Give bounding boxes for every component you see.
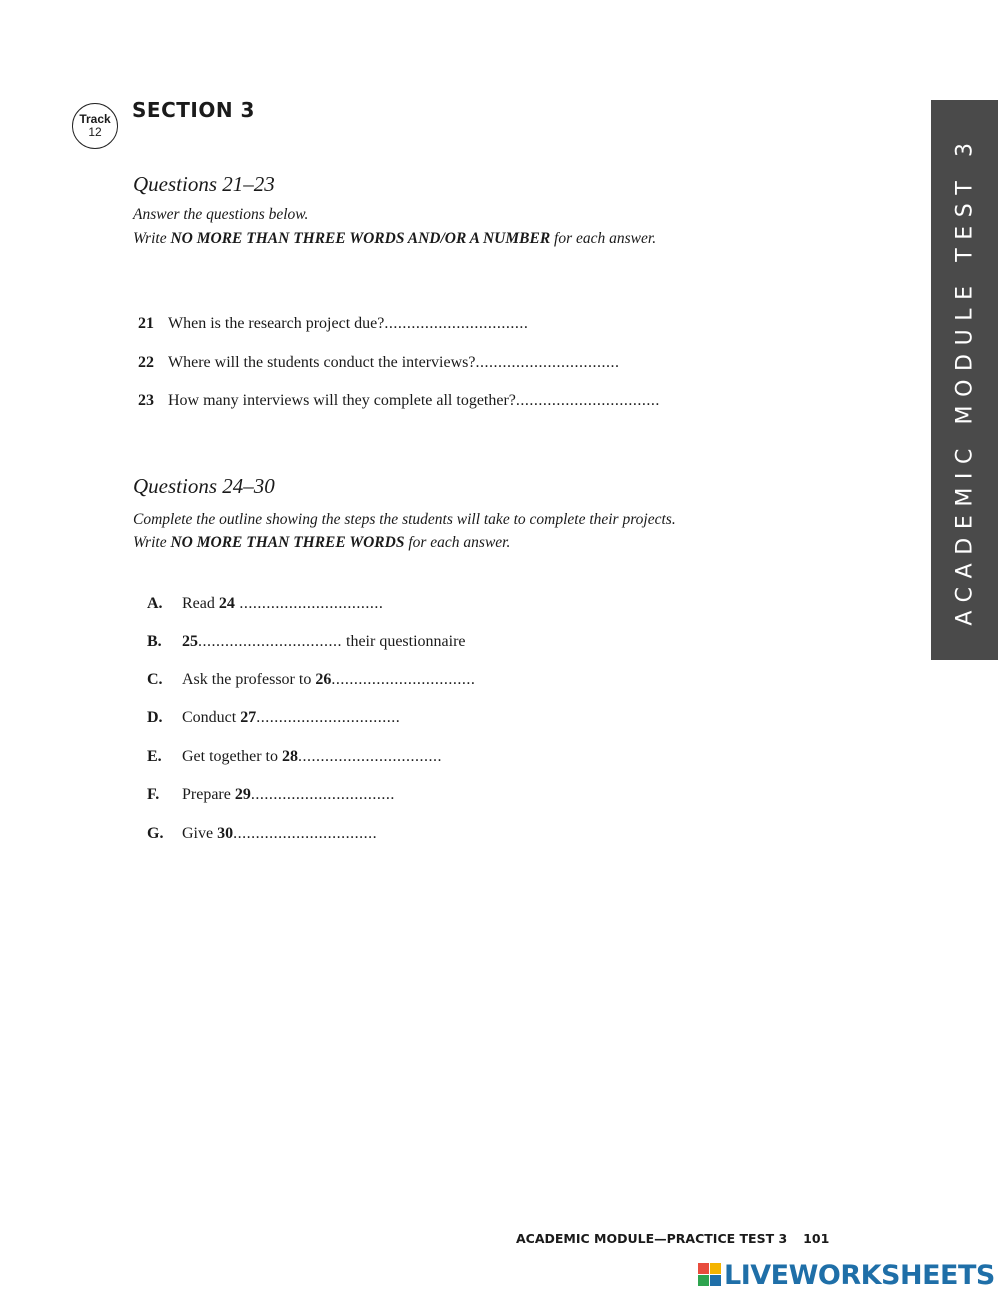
outline-letter: F. xyxy=(147,786,160,803)
question-number: 22 xyxy=(138,354,154,371)
question-number: 25 xyxy=(182,633,198,650)
question-number: 26 xyxy=(315,671,332,688)
answer-blank-26[interactable]: ................................ xyxy=(331,671,476,688)
answer-blank-22[interactable]: ................................ xyxy=(475,354,620,371)
question-number: 27 xyxy=(240,709,257,726)
outline-text-after: their questionnaire xyxy=(342,633,466,650)
question-23 xyxy=(138,392,660,410)
running-title: ACADEMIC MODULE—PRACTICE TEST 3 xyxy=(516,1231,788,1246)
section-title: SECTION 3 xyxy=(132,98,255,122)
outline-letter: B. xyxy=(147,633,162,650)
question-number: 29 xyxy=(234,786,251,803)
answer-blank-28[interactable]: ................................ xyxy=(297,748,442,765)
question-number: 23 xyxy=(138,392,154,409)
outline-item-e: E. Get together to 28................................ xyxy=(147,748,442,765)
answer-blank-23[interactable]: ................................ xyxy=(515,392,660,409)
question-number: 30 xyxy=(217,825,234,842)
question-number: 28 xyxy=(281,748,298,765)
page-footer xyxy=(516,1231,829,1246)
page-number: 101 xyxy=(803,1231,830,1246)
question-number: 21 xyxy=(138,315,154,332)
answer-blank-21[interactable]: ................................ xyxy=(384,315,529,332)
questions-24-30-heading: Questions 24–30 xyxy=(133,474,275,498)
outline-letter: A. xyxy=(147,595,163,612)
part1-instruction-2: Write NO MORE THAN THREE WORDS AND/OR A NUMBER for each answer. xyxy=(133,230,657,247)
outline-item-b xyxy=(147,633,466,651)
question-text: Where will the students conduct the interviews? xyxy=(168,354,476,371)
track-badge xyxy=(72,103,118,149)
part2-instruction-emphasis: NO MORE THAN THREE WORDS xyxy=(170,534,405,551)
question-text: How many interviews will they complete all together? xyxy=(168,392,516,409)
part2-instruction-2: Write NO MORE THAN THREE WORDS for each answer. xyxy=(133,534,511,551)
questions-21-23-heading: Questions 21–23 xyxy=(133,172,275,196)
side-tab-label: ACADEMIC MODULE TEST 3 xyxy=(952,134,977,626)
part1-instruction-emphasis: NO MORE THAN THREE WORDS AND/OR A NUMBER xyxy=(170,230,551,247)
outline-item-f: F. Prepare 29................................ xyxy=(147,786,395,803)
answer-blank-29[interactable]: ................................ xyxy=(250,786,395,803)
side-tab xyxy=(931,100,998,660)
brand-watermark xyxy=(698,1259,995,1291)
question-21 xyxy=(138,315,528,333)
track-label: Track xyxy=(79,112,111,126)
outline-item-c: C. Ask the professor to 26................................ xyxy=(147,671,476,688)
question-number: 24 xyxy=(218,595,235,612)
brand-name: LIVEWORKSHEETS xyxy=(724,1259,995,1291)
liveworksheets-logo-icon xyxy=(698,1263,722,1287)
outline-letter: G. xyxy=(147,825,164,842)
outline-letter: C. xyxy=(147,671,163,688)
question-text: When is the research project due? xyxy=(168,315,385,332)
question-22 xyxy=(138,354,619,372)
track-number: 12 xyxy=(88,125,102,139)
outline-item-a: A. Read 24 ................................ xyxy=(147,595,384,612)
outline-letter: E. xyxy=(147,748,162,765)
part2-instruction-1: Complete the outline showing the steps the students will take to complete their projects. xyxy=(133,511,676,528)
outline-letter: D. xyxy=(147,709,163,726)
outline-item-g: G. Give 30................................ xyxy=(147,825,378,842)
answer-blank-25[interactable]: ................................ xyxy=(198,633,342,650)
answer-blank-27[interactable]: ................................ xyxy=(256,709,401,726)
answer-blank-24[interactable]: ................................ xyxy=(234,595,384,612)
outline-item-d: D. Conduct 27................................ xyxy=(147,709,401,726)
answer-blank-30[interactable]: ................................ xyxy=(233,825,378,842)
part1-instruction-1: Answer the questions below. xyxy=(133,206,309,223)
